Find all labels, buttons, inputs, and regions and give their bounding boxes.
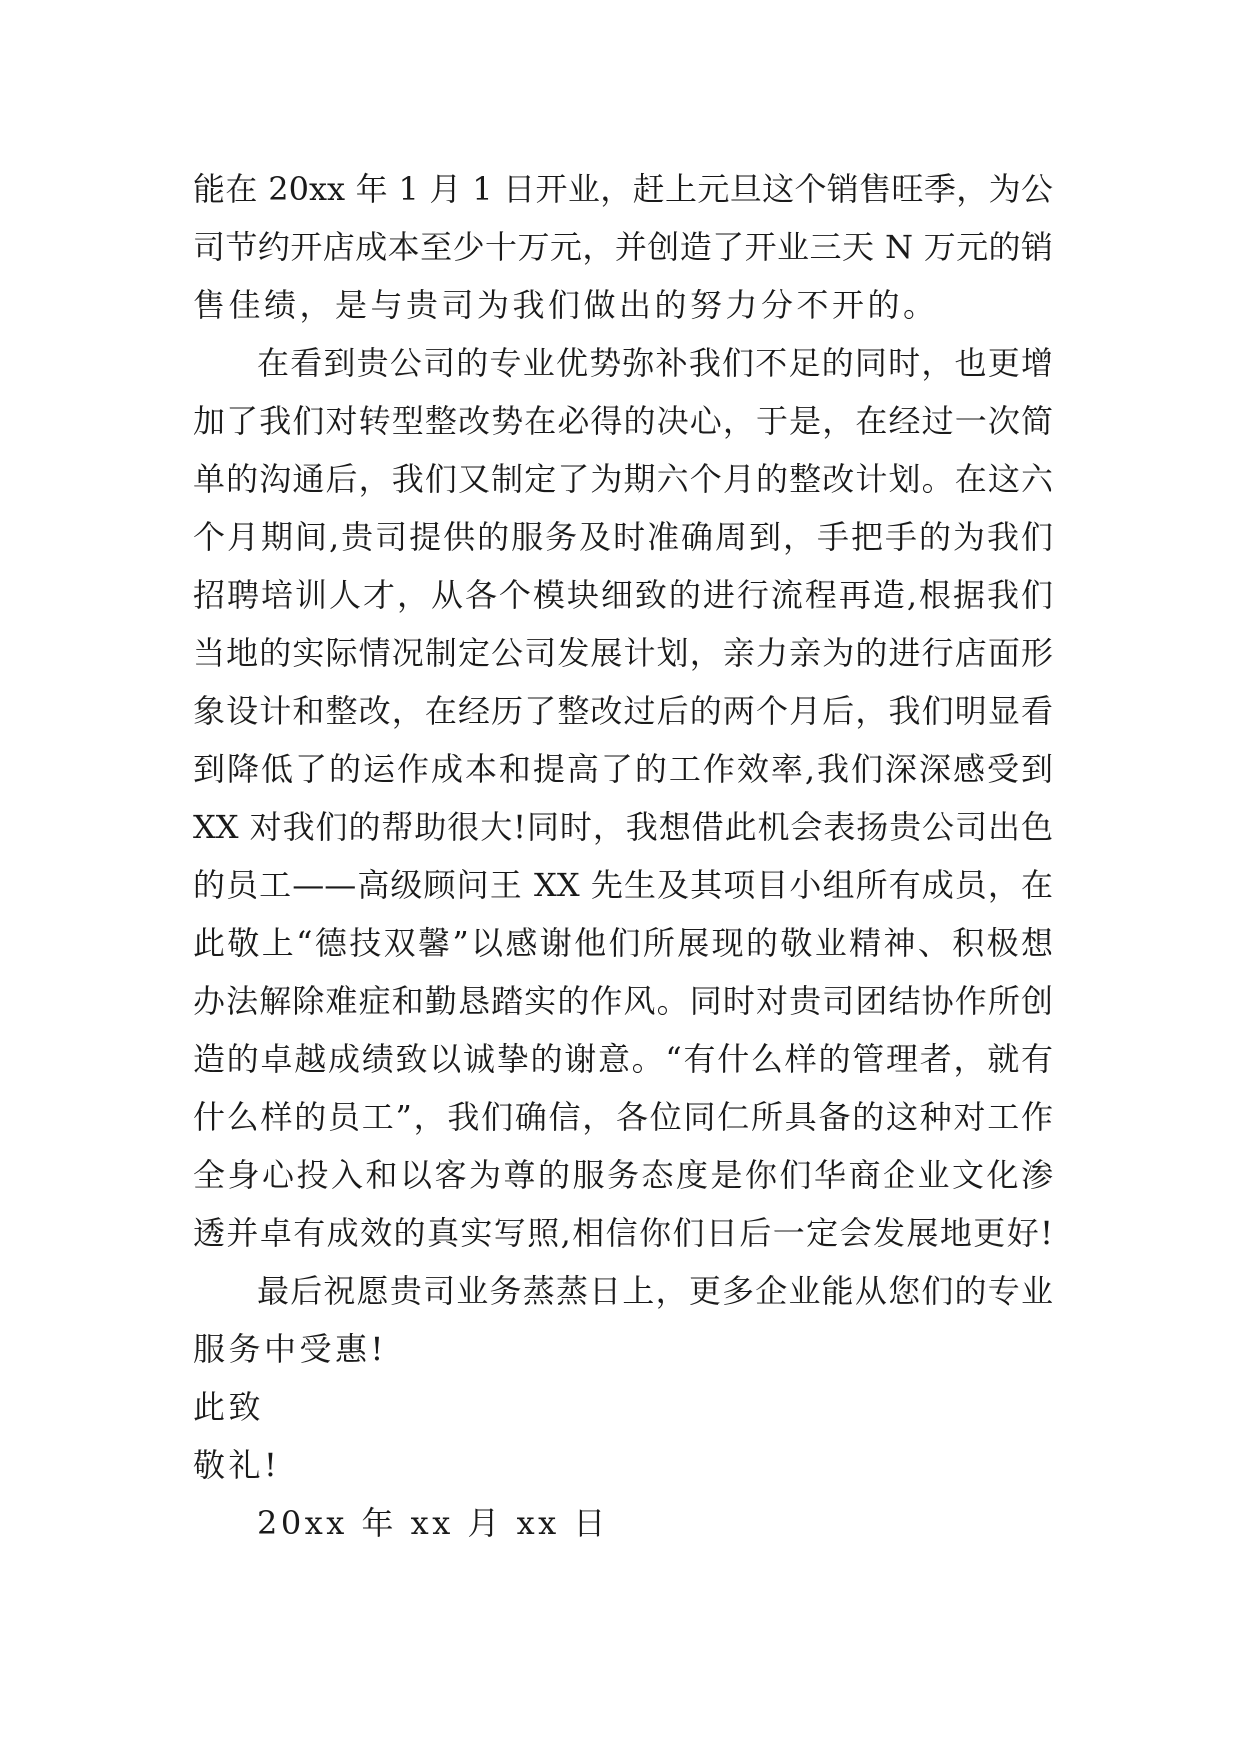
salutation-jing-li: 敬礼! [193, 1446, 281, 1484]
paragraph-2-line-12: 办法解除难症和勤恳踏实的作风。同时对贵司团结协作所创 [193, 982, 1053, 1020]
letter-body [193, 160, 1053, 1552]
letter-date: 20xx 年 xx 月 xx 日 [257, 1504, 609, 1542]
paragraph-2-line-11: 此敬上“德技双馨”以感谢他们所展现的敬业精神、积极想 [193, 924, 1053, 962]
paragraph-2-line-7: 象设计和整改，在经历了整改过后的两个月后，我们明显看 [193, 692, 1053, 730]
paragraph-1-line-3: 售佳绩，是与贵司为我们做出的努力分不开的。 [193, 286, 939, 324]
paragraph-2-line-4: 个月期间,贵司提供的服务及时准确周到，手把手的为我们 [193, 518, 1053, 556]
paragraph-2-line-13: 造的卓越成绩致以诚挚的谢意。“有什么样的管理者，就有 [193, 1040, 1053, 1078]
paragraph-2-line-9: XX 对我们的帮助很大!同时，我想借此机会表扬贵公司出色 [193, 808, 1053, 846]
paragraph-2-line-16: 透并卓有成效的真实写照,相信你们日后一定会发展地更好! [193, 1214, 1053, 1252]
paragraph-3-line-1: 最后祝愿贵司业务蒸蒸日上，更多企业能从您们的专业 [257, 1272, 1053, 1310]
paragraph-2-line-2: 加了我们对转型整改势在必得的决心，于是，在经过一次简 [193, 402, 1053, 440]
paragraph-2-line-15: 全身心投入和以客为尊的服务态度是你们华商企业文化渗 [193, 1156, 1053, 1194]
paragraph-2-line-6: 当地的实际情况制定公司发展计划，亲力亲为的进行店面形 [193, 634, 1053, 672]
paragraph-2-line-10: 的员工——高级顾问王 XX 先生及其项目小组所有成员，在 [193, 866, 1053, 904]
paragraph-2-line-8: 到降低了的运作成本和提高了的工作效率,我们深深感受到 [193, 750, 1053, 788]
paragraph-1-line-2: 司节约开店成本至少十万元，并创造了开业三天 N 万元的销 [193, 228, 1053, 266]
paragraph-2-line-14: 什么样的员工”，我们确信，各位同仁所具备的这种对工作 [193, 1098, 1053, 1136]
paragraph-2-line-1: 在看到贵公司的专业优势弥补我们不足的同时，也更增 [257, 344, 1053, 382]
paragraph-1-line-1: 能在 20xx 年 1 月 1 日开业，赶上元旦这个销售旺季，为公 [193, 170, 1053, 208]
salutation-ci-zhi: 此致 [193, 1388, 265, 1426]
paragraph-2-line-3: 单的沟通后，我们又制定了为期六个月的整改计划。在这六 [193, 460, 1053, 498]
paragraph-2-line-5: 招聘培训人才，从各个模块细致的进行流程再造,根据我们 [193, 576, 1053, 614]
paragraph-3-line-2: 服务中受惠! [193, 1330, 387, 1368]
